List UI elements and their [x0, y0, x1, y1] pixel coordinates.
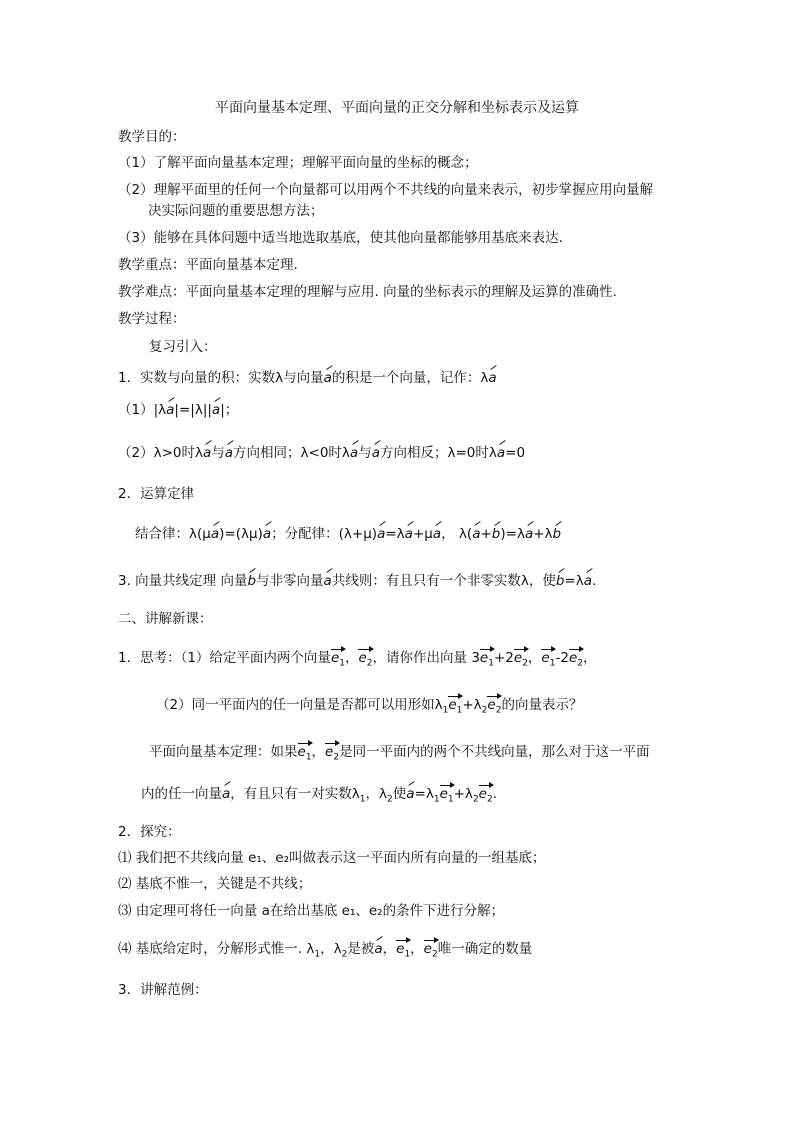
vector-a-symbol: a	[262, 526, 272, 542]
process-heading: 教学过程：	[118, 311, 186, 327]
difficulty: 教学难点：平面向量基本定理的理解与应用. 向量的坐标表示的理解及运算的准确性.	[118, 284, 617, 300]
item1-2-text: 与	[358, 445, 372, 461]
objectives-heading: 教学目的：	[118, 129, 186, 145]
vector-b-symbol: b	[555, 573, 565, 589]
vector-a-symbol: a	[583, 573, 592, 589]
law-text: +	[480, 526, 492, 542]
think-text: 1．思考：（1）给定平面内两个向量	[118, 650, 331, 666]
vector-a-symbol: a	[323, 370, 332, 386]
explore-4: ⑷ 基底给定时，分解形式惟一. $\lambda_1$，$\lambda_2$是被a，$e_1$，$e_2$唯一确定的数量	[118, 939, 532, 965]
vector-a-symbol: a	[210, 526, 220, 542]
item-1	[118, 368, 497, 388]
vector-e1: $e_1$	[298, 742, 312, 768]
vector-a-symbol: a	[488, 370, 497, 386]
item1-2-text: 方向相反；λ=0时λ	[379, 445, 497, 461]
objective-2a: （2）理解平面里的任何一个向量都可以用两个不共线的向量来表示，初步掌握应用向量解	[118, 182, 654, 198]
explore4-text: 唯一确定的数量	[437, 941, 533, 957]
item3-text: =λ	[564, 573, 584, 589]
vector-a-symbol: a	[323, 573, 332, 589]
vector-e2: $e_2$	[514, 648, 528, 674]
explore-1: ⑴ 我们把不共线向量 e₁、e₂叫做表示这一平面内所有向量的一组基底；	[118, 850, 546, 866]
vector-a-symbol: a	[202, 445, 212, 461]
item1-2-text: =0	[505, 445, 526, 461]
law-text: 结合律：λ(μ	[135, 526, 211, 542]
objective-1: （1）了解平面向量基本定理；理解平面向量的坐标的概念；	[118, 155, 478, 171]
vector-b-symbol: b	[491, 526, 501, 542]
law-text: +μ	[412, 526, 433, 542]
explore4-text: ，	[382, 941, 397, 957]
theorem-text: =λ	[414, 786, 434, 802]
vector-e1: $e_1$	[396, 939, 410, 965]
vector-e1: $e_1$	[331, 648, 345, 674]
explore-2: ⑵ 基底不惟一，关键是不共线；	[118, 876, 312, 892]
vector-a-symbol: a	[406, 786, 415, 802]
vector-e2: $e_2$	[479, 784, 493, 810]
item-1-2	[118, 443, 525, 463]
vector-e2: $e_2$	[424, 939, 438, 965]
section-2-heading: 二、讲解新课：	[118, 611, 213, 627]
vector-b-symbol: b	[552, 526, 562, 542]
law-text: ， λ(	[441, 526, 473, 542]
vector-e1: $e_1$	[440, 784, 454, 810]
doc-title: 平面向量基本定理、平面向量的正交分解和坐标表示及运算	[215, 100, 579, 116]
think-text: ，	[344, 650, 359, 666]
think-2: （2）同一平面内的任一向量是否都可以用形如$\lambda_1e_1+\lambda_2e_2$的向量表示？	[156, 695, 582, 721]
think2-text: +λ	[462, 697, 482, 713]
theorem-line-1	[149, 742, 650, 768]
item1-2-text: （2）λ>0时λ	[118, 445, 203, 461]
vector-a-symbol: a	[211, 402, 221, 418]
vector-a-symbol: a	[524, 526, 534, 542]
think2-text: （2）同一平面内的任一向量是否都可以用形如λ	[156, 697, 443, 713]
item1-text-b: 的积是一个向量，记作：λ	[331, 370, 489, 386]
think-text: +2	[493, 650, 514, 666]
item3-text: 共线则：有且只有一个非零实数λ，使	[331, 573, 556, 589]
review-heading: 复习引入：	[149, 339, 217, 355]
objective-3: （3）能够在具体问题中适当地选取基底，使其他向量都能够用基底来表达.	[118, 230, 563, 246]
explore-heading: 2．探究：	[118, 824, 181, 840]
theorem-text: 平面向量基本定理：如果	[149, 744, 298, 760]
item3-text: 与非零向量	[256, 573, 324, 589]
vector-a-symbol: a	[377, 526, 386, 542]
vector-e1: $e_1$	[541, 648, 555, 674]
theorem-text: ，λ	[365, 786, 388, 802]
item1-text-a: 1．实数与向量的积：实数λ与向量	[118, 370, 324, 386]
think-text: ，	[582, 650, 597, 666]
item1-1-text: （1）|λ	[118, 402, 167, 418]
vector-e1: $e_1$	[480, 648, 494, 674]
theorem-text: ，	[311, 744, 326, 760]
laws-line	[135, 524, 561, 544]
item3-text: .	[592, 573, 597, 589]
vector-a-symbol: a	[432, 526, 442, 542]
vector-e2: $e_2$	[325, 742, 339, 768]
explore-3: ⑶ 由定理可将任一向量 a在给出基底 e₁、e₂的条件下进行分解；	[118, 903, 505, 919]
item-2: 2．运算定律	[118, 486, 195, 502]
think-1	[118, 648, 596, 674]
theorem-text: ，有且只有一对实数λ	[230, 786, 360, 802]
law-text: )=(λμ)	[219, 526, 263, 542]
vector-e1: $e_1$	[448, 695, 462, 721]
item1-1-text: |=|λ||	[174, 402, 212, 418]
vector-e2: $e_2$	[569, 648, 583, 674]
vector-b-symbol: b	[247, 573, 257, 589]
theorem-line-2: 内的任一向量a，有且只有一对实数$\lambda_1$，$\lambda_2$使$a=\lambda_1e_1+\lambda_2e_2$.	[141, 784, 497, 810]
vector-e2: $e_2$	[487, 695, 501, 721]
vector-a-symbol: a	[224, 445, 234, 461]
theorem-text: .	[492, 786, 498, 802]
vector-e2: $e_2$	[358, 648, 372, 674]
vector-a-symbol: a	[349, 445, 359, 461]
item1-2-text: 与	[211, 445, 225, 461]
objective-2b: 决实际问题的重要思想方法；	[148, 203, 324, 219]
explore4-text: ，λ	[320, 941, 342, 957]
vector-a-symbol: a	[374, 941, 383, 957]
vector-a-symbol: a	[472, 526, 481, 542]
item-1-1	[118, 400, 238, 420]
vector-a-symbol: a	[371, 445, 380, 461]
law-text: =λ	[385, 526, 405, 542]
law-text: ；分配律：(λ+μ)	[271, 526, 378, 542]
think-text: ，	[527, 650, 542, 666]
vector-a-symbol: a	[404, 526, 413, 542]
explore4-text: 是被	[347, 941, 375, 957]
item3-text: 3. 向量共线定理 向量	[118, 573, 248, 589]
theorem-text: 内的任一向量	[141, 786, 222, 802]
item1-1-text: |；	[220, 402, 239, 418]
law-text: )=λ	[500, 526, 525, 542]
theorem-text: +λ	[453, 786, 473, 802]
law-text: +λ	[533, 526, 553, 542]
item1-2-text: 方向相同；λ<0时λ	[233, 445, 350, 461]
think-text: -2	[555, 650, 569, 666]
vector-a-symbol: a	[166, 402, 175, 418]
vector-a-symbol: a	[496, 445, 506, 461]
vector-a-symbol: a	[222, 786, 231, 802]
theorem-text: 是同一平面内的两个不共线向量，那么对于这一平面	[339, 744, 650, 760]
theorem-text: 使	[392, 786, 407, 802]
think2-text: 的向量表示？	[501, 697, 583, 713]
explore4-text: ，	[410, 941, 424, 957]
item-3	[118, 571, 596, 591]
think-text: ，请你作出向量 3	[372, 650, 480, 666]
key-point: 教学重点：平面向量基本定理.	[118, 257, 298, 273]
examples-heading: 3．讲解范例：	[118, 982, 208, 998]
explore4-text: ⑷ 基底给定时，分解形式惟一. λ	[118, 941, 315, 957]
